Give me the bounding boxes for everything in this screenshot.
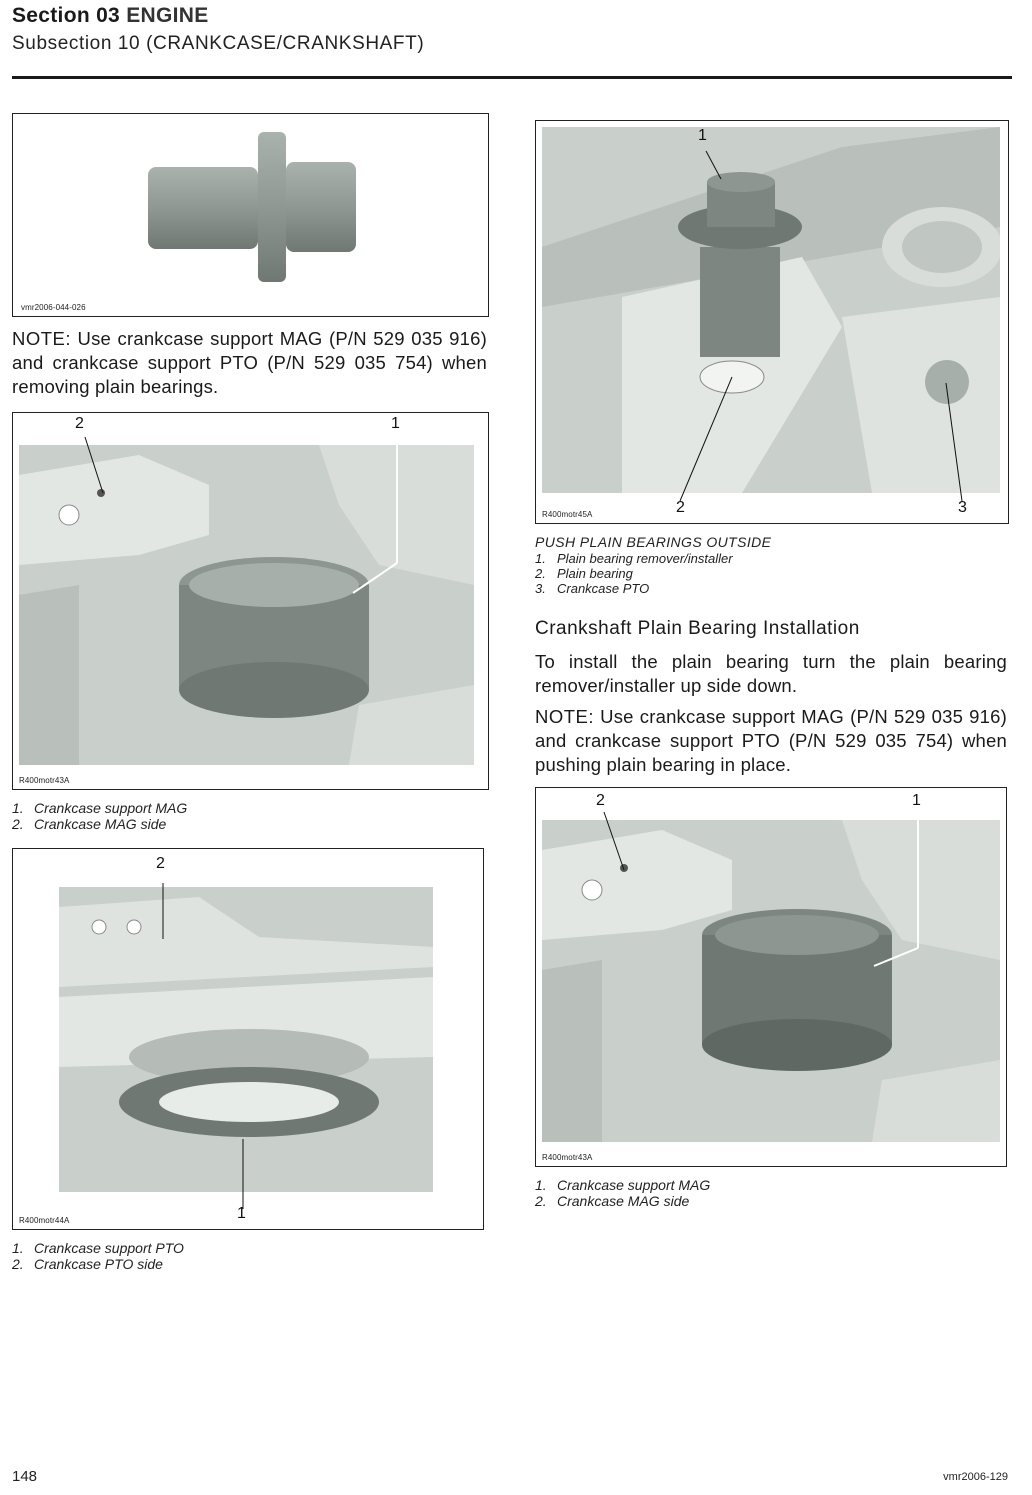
tool-illustration — [138, 132, 368, 282]
figure-mag-removal — [12, 412, 489, 790]
callout-1: 1 — [698, 127, 707, 144]
note-removal-body: Use crankcase support MAG (P/N 529 035 916) and crankcase support PTO (P/N 529 035 754) when removing plain bearings. — [12, 328, 487, 397]
callout-2: 2 — [156, 855, 165, 872]
note-removal — [12, 327, 487, 399]
callout-2: 2 — [596, 792, 605, 809]
legend-item: 2. Crankcase MAG side — [12, 816, 167, 832]
legend-mag-removal — [12, 800, 187, 832]
legend-item: 2. Crankcase PTO side — [12, 1256, 163, 1272]
note-removal-label: NOTE: — [12, 328, 72, 349]
figure-mag-removal-ref: R400motr43A — [19, 776, 70, 785]
push-out-caption-title: PUSH PLAIN BEARINGS OUTSIDE — [535, 534, 772, 550]
figure-pto-removal-ref: R400motr44A — [19, 1216, 70, 1225]
push-out-leaders — [536, 121, 1008, 523]
figure-pto-removal — [12, 848, 484, 1230]
install-heading: Crankshaft Plain Bearing Installation — [535, 618, 860, 639]
legend-item: 2. Plain bearing — [535, 566, 633, 581]
mag-removal-leaders — [13, 413, 488, 789]
legend-item: 1. Plain bearing remover/installer — [535, 551, 733, 566]
note-install-label: NOTE: — [535, 706, 595, 727]
section-title — [12, 4, 209, 28]
section-name: ENGINE — [126, 4, 209, 27]
subsection-title: Subsection 10 (CRANKCASE/CRANKSHAFT) — [12, 33, 425, 54]
legend-item: 3. Crankcase PTO — [535, 581, 650, 596]
callout-1: 1 — [391, 415, 400, 432]
header-rule — [12, 76, 1012, 79]
callout-1: 1 — [912, 792, 921, 809]
figure-mag-install-ref: R400motr43A — [542, 1153, 593, 1162]
callout-3: 3 — [958, 499, 967, 516]
pto-removal-leaders — [13, 849, 483, 1229]
callout-2: 2 — [75, 415, 84, 432]
note-install — [535, 705, 1007, 777]
note-install-body: Use crankcase support MAG (P/N 529 035 916) and crankcase support PTO (P/N 529 035 754) when pushing plain bearing in place. — [535, 706, 1007, 775]
mag-install-leaders — [536, 788, 1006, 1166]
page-number: 148 — [12, 1468, 38, 1485]
section-label: Section 03 — [12, 4, 121, 27]
legend-item: 1. Crankcase support PTO — [12, 1240, 184, 1256]
doc-code: vmr2006-129 — [943, 1471, 1008, 1483]
figure-tool-ref: vmr2006-044-026 — [21, 303, 86, 312]
figure-tool — [12, 113, 489, 317]
figure-push-out-ref: R400motr45A — [542, 510, 593, 519]
figure-mag-install — [535, 787, 1007, 1167]
legend-mag-install — [535, 1177, 710, 1209]
install-body: To install the plain bearing turn the plain bearing remover/installer up side down. — [535, 651, 1007, 696]
callout-2: 2 — [676, 499, 685, 516]
figure-push-out — [535, 120, 1009, 524]
legend-item: 2. Crankcase MAG side — [535, 1193, 690, 1209]
legend-push-out — [535, 551, 733, 596]
legend-item: 1. Crankcase support MAG — [535, 1177, 711, 1193]
callout-1: 1 — [237, 1205, 246, 1222]
legend-item: 1. Crankcase support MAG — [12, 800, 188, 816]
legend-pto-removal — [12, 1240, 184, 1272]
